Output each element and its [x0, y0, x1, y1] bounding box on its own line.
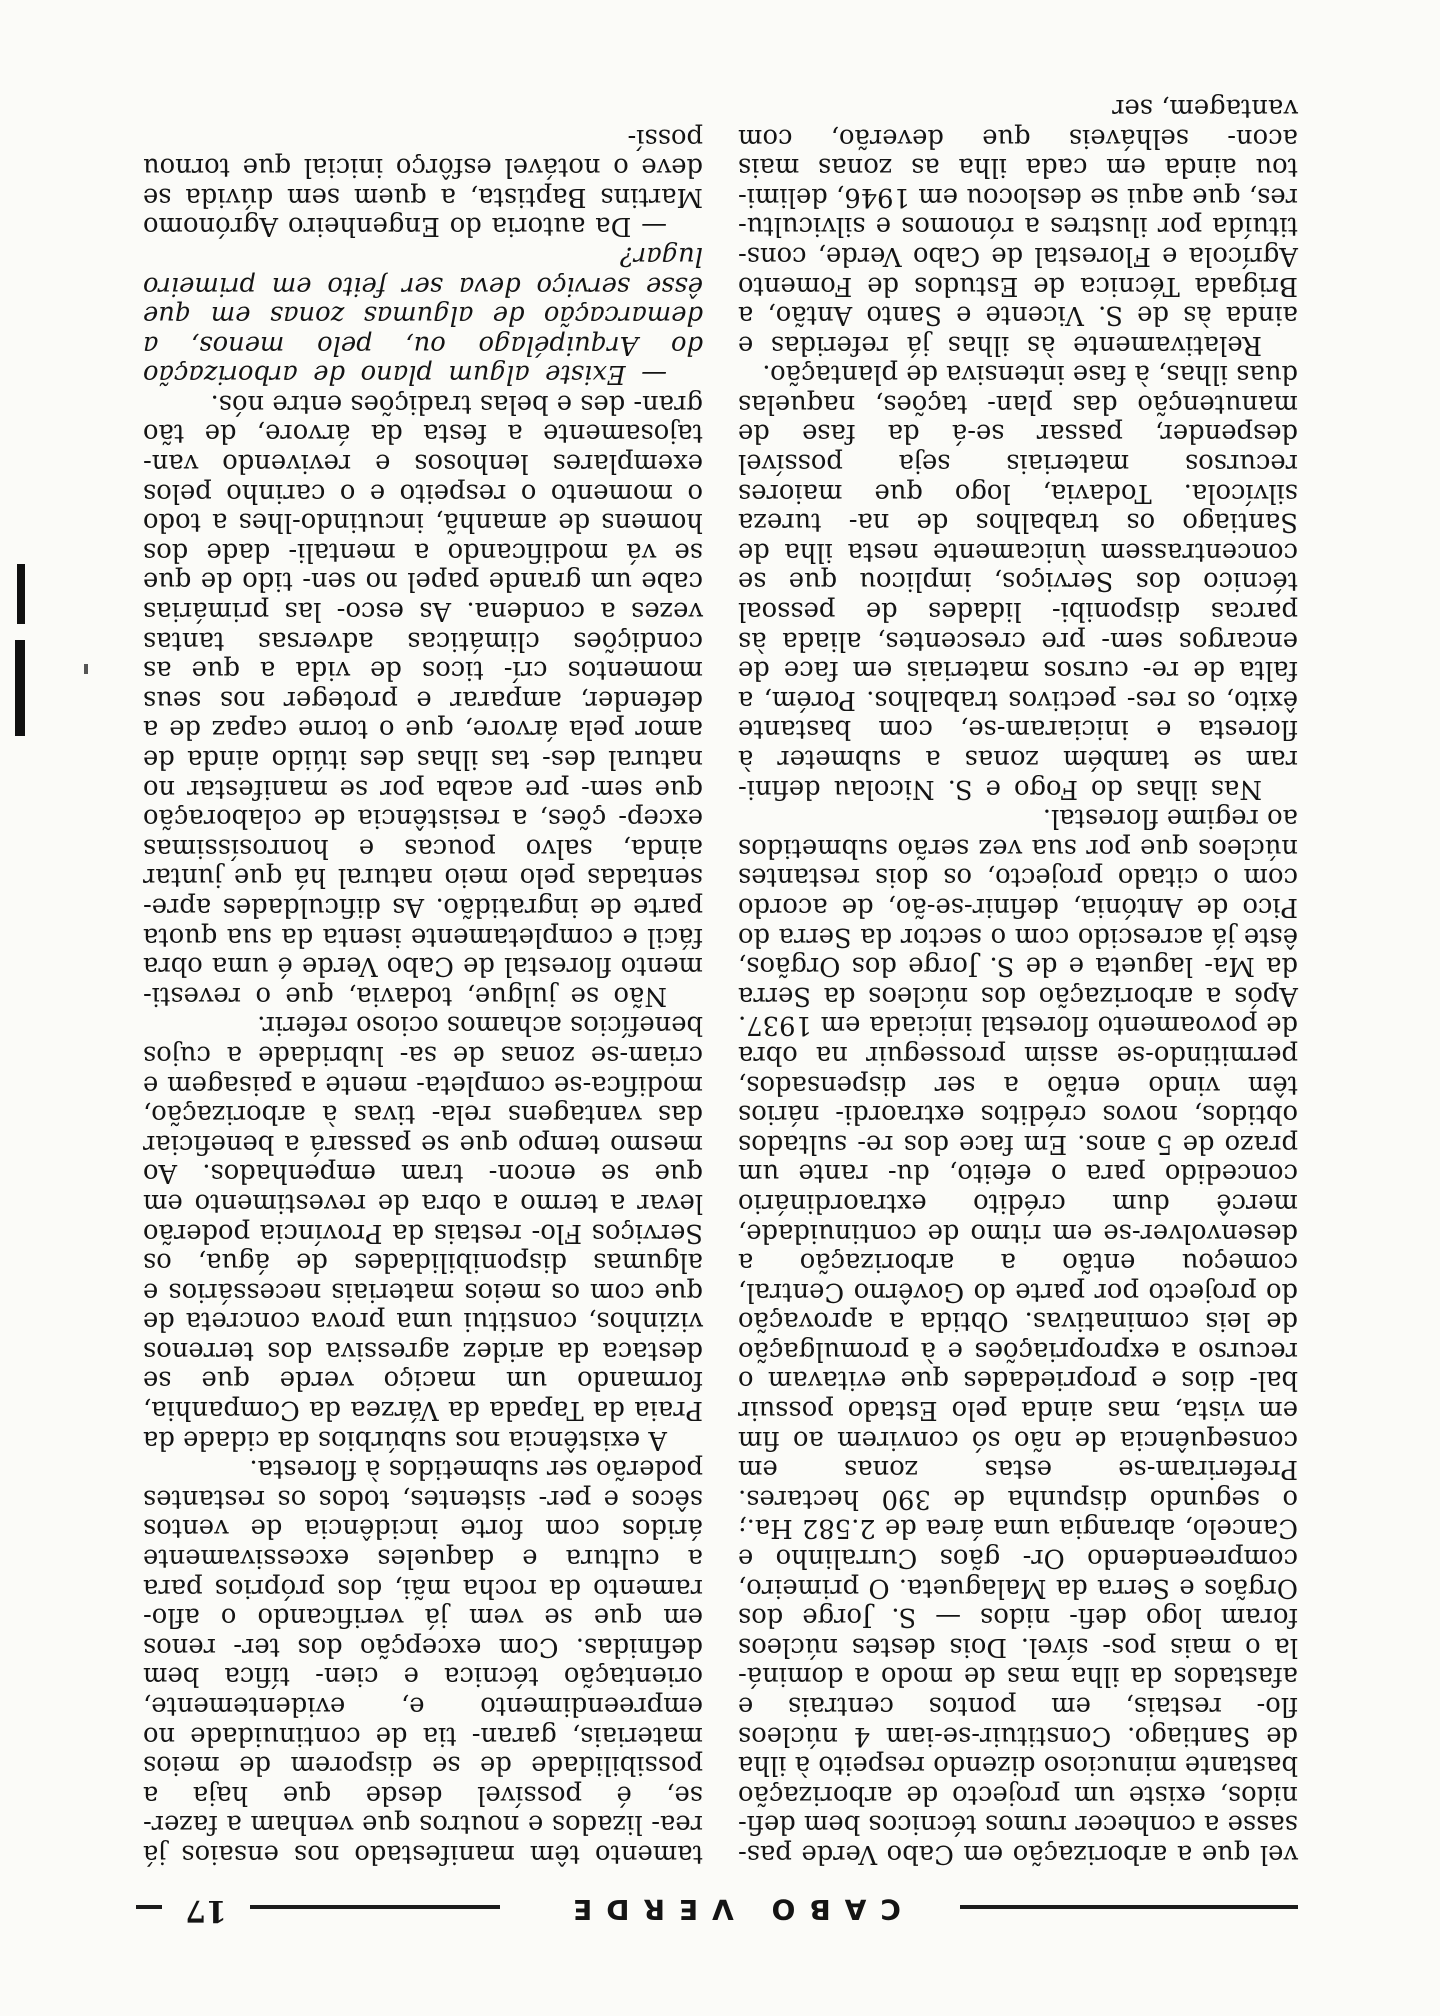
- paragraph: tamento têm manifestado nos ensaios já rea- lizados e noutros que venham a fazer-se, é possível desde que haja a possibilidade de se disporem de meios materiais, garan- tia de continuidade no empreendimento e, evidentemente, orientação técnica e cien- tífica bem definidas. Com excepção dos ter- renos em que se vem já verificando o aflo- ramento da rocha mãi, dos próprios para a cultura e daqueles excessivamente áridos com forte incidência de ventos sêcos e per- sistentes, todos os restantes poderão ser submetidos à floresta.: [143, 1454, 703, 1869]
- margin-ink-mark: [84, 664, 88, 674]
- paragraph: Relativamente às ilhas já referidas e ainda às de S. Vicente e Santo Antão, a Brigada Técnica de Estudos de Fomento Agrícola e Florestal de Cabo Verde, cons- tituída por ilustres a rónomos e silvicultu- res, que aqui se deslocou em 1946, delimi- tou ainda em cada ilha as zonas mais acon- selháveis que deverão, com vantagem, ser: [738, 92, 1298, 360]
- page-number: 17: [185, 1893, 227, 1928]
- paragraph: Não se julgue, todavia, que o revesti- mento florestal de Cabo Verde é uma obra fácil e completamente isenta da sua quota parte de ingratidão. As dificuldades apre- sentadas pelo meio natural há que juntar ainda, salvo poucas e honrosíssimas excep- ções, a resistência de colaboração que sem- pre acaba por se manifestar no natural des- tas ilhas des itúido ainda de amor pela árvore, que o torne capaz de a defender, amparar e proteger nos seus momentos crí- ticos de vida a que as condições climáticas adversas tantas vezes a condena. As esco- las primárias cabe um grande papel no sen- tido de que se vá modificando a mentali- dade dos homens de amanhã, incutindo-lhes a todo o momento o respeito e o carinho pelos exemplares lenhosos e revivendo van- tajosamente a festa da árvore, de tão gran- des e belas tradições entre nós.: [143, 388, 703, 1011]
- margin-ink-mark: [17, 564, 25, 624]
- interview-question: — Existe algum plano de arborização do Arquipélago ou, pelo menos, a demarcação de algumas zonas em que êsse serviço deva ser feito em primeiro lugar?: [143, 240, 703, 390]
- running-head-title: CABO VERDE: [500, 1893, 960, 1926]
- margin-ink-mark: [15, 640, 25, 736]
- paragraph: A existência nos subúrbios da cidade da Praia da Tapada da Várzea da Companhia, formando um maciço verde que se destaca da aridez agressiva dos terrenos vizinhos, constitui uma prova concreta de que com os meios materiais necessários e algumas disponibilidades de água, os Serviços Flo- restais da Província poderão levar a termo a obra de revestimento em que se encon- tram empenhados. Ao mesmo tempo que se passará a beneficiar das vantagens rela- tivas à arborização, modifica-se completa- mente a paisagem e criam-se zonas de sa- lubridade a cujos benefícios achamos ocioso referir.: [143, 1010, 703, 1455]
- header-rule-right: [136, 1905, 162, 1909]
- paragraph: Nas ilhas do Fogo e S. Nicolau defini- ram se também zonas a submeter à floresta e iniciaram-se, com bastante êxito, os res- pectivos trabalhos. Porém, a falta de re- cursos materiais em face de encargos sem- pre crescentes, aliada às parcas disponibi- lidades de pessoal técnico dos Serviços, implicou que se concentrassem ùnicamente nesta ilha de Santiago os trabalhos de na- tureza silvícola. Todavia, logo que maiores recursos materiais seja possível despender, passar se-á da fase de manutenção das plan- tações, naquelas duas ilhas, à fase intensiva de plantação.: [738, 359, 1298, 804]
- text-column-a: [143, 122, 703, 1869]
- text-column-b: [738, 92, 1298, 1869]
- page-header: [0, 1882, 1440, 1932]
- paragraph: — Da autoria do Engenheiro Agrónomo Martins Baptista, a quem sem dúvida se deve o notável esfôrço inicial que tornou possí-: [143, 122, 703, 242]
- paragraph: vel que a arborização em Cabo Verde pas- sasse a conhecer rumos técnicos bem defi- nidos, existe um projecto de arborização bastante minucioso dizendo respeito à ilha de Santiago. Constituir-se-iam 4 núcleos flo- restais, em pontos centrais e afastados da ilha mas de modo a dominá-la o mais pos- sível. Dois destes núcleos foram logo defi- nidos — S. Jorge dos Orgãos e Serra da Malagueta. O primeiro, compreendendo Or- gãos Curralinho e Cancelo, abrangia uma área de 2.582 Ha.; o segundo dispunha de 390 hectares. Preferiram-se estas zonas em consequência de não só convirem ao fim em vista, mas ainda pelo Estado possuir bal- dios e propriedades que evitavam o recurso a expropriações e à promulgação de leis cominativas. Obtida a aprovação do projecto por parte do Govêrno Central, começou então a arborização a desenvolver-se em ritmo de continuidade, mercê dum crédito extraordinário concedido para o efeito, du- rante um prazo de 5 anos. Em face dos re- sultados obtidos, novos créditos extraordi- nários têm vindo então a ser dispensados, permitindo-se assim prosseguir na obra de povoamento florestal iniciada em 1937. Após a arborização dos núcleos da Serra da Ma- lagueta e de S. Jorge dos Orgãos, êste já acrescido com o sector da Serra do Pico de Antónia, definir-se-ão, de acordo com o citado projecto, os dois restantes núcleos que por sua vez serão submetidos ao regime florestal.: [738, 803, 1298, 1869]
